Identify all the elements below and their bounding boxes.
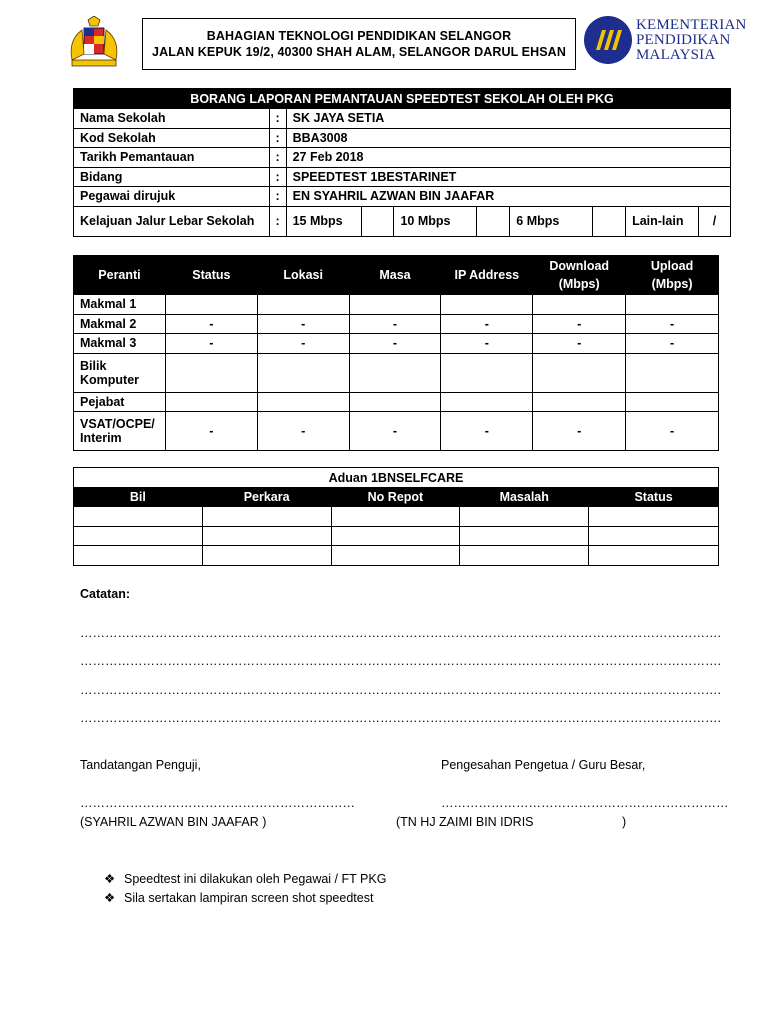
colon: : xyxy=(269,128,286,148)
table-cell[interactable] xyxy=(165,392,257,412)
signature-right-close: ) xyxy=(622,815,627,829)
table-cell[interactable]: - xyxy=(441,334,533,354)
table-row xyxy=(74,526,719,546)
header-address-box xyxy=(142,18,576,70)
table-cell[interactable] xyxy=(626,295,719,315)
kpm-logo-icon xyxy=(584,16,632,64)
table-row xyxy=(74,353,719,392)
table-cell[interactable] xyxy=(165,353,257,392)
table-cell[interactable]: - xyxy=(349,314,441,334)
table-cell[interactable]: - xyxy=(441,314,533,334)
table-cell[interactable]: - xyxy=(626,412,719,451)
signature-left-label: Tandatangan Penguji, xyxy=(80,758,201,772)
signature-left-name: (SYAHRIL AZWAN BIN JAAFAR ) xyxy=(80,815,267,829)
table-cell[interactable] xyxy=(589,546,719,566)
col-header-peranti: Peranti xyxy=(74,256,166,295)
info-row xyxy=(74,148,731,168)
col-header-masalah: Masalah xyxy=(460,488,589,507)
table-cell[interactable] xyxy=(441,295,533,315)
col-header-download: Download (Mbps) xyxy=(533,256,626,295)
table-cell[interactable] xyxy=(589,526,719,546)
table-cell[interactable]: - xyxy=(441,412,533,451)
signature-right-label: Pengesahan Pengetua / Guru Besar, xyxy=(441,758,646,772)
info-label: Kod Sekolah xyxy=(74,128,270,148)
table-row xyxy=(74,334,719,354)
table-cell[interactable]: - xyxy=(257,314,349,334)
table-cell[interactable] xyxy=(331,526,460,546)
col-header-status: Status xyxy=(589,488,719,507)
kpm-text-line-1: KEMENTERIAN xyxy=(636,17,747,33)
signature-right-name: (TN HJ ZAIMI BIN IDRIS xyxy=(396,815,534,829)
signature-right-line[interactable]: …………………………………………………………… xyxy=(441,796,729,810)
kpm-text-line-3: MALAYSIA xyxy=(636,47,716,63)
table-row xyxy=(74,392,719,412)
table-cell[interactable] xyxy=(441,392,533,412)
speed-row xyxy=(74,206,731,236)
colon: : xyxy=(269,148,286,168)
table-cell[interactable] xyxy=(331,546,460,566)
info-label: Pegawai dirujuk xyxy=(74,187,270,207)
table-row xyxy=(74,314,719,334)
speed-label: Kelajuan Jalur Lebar Sekolah xyxy=(74,206,270,236)
jata-negara-crest xyxy=(58,16,130,72)
table-row xyxy=(74,295,719,315)
kpm-text-line-2: PENDIDIKAN xyxy=(636,32,731,48)
row-label: Makmal 1 xyxy=(74,295,166,315)
info-label: Bidang xyxy=(74,167,270,187)
speed-option-other: Lain-lain xyxy=(626,206,699,236)
col-header-status: Status xyxy=(165,256,257,295)
colon: : xyxy=(269,109,286,129)
table-row xyxy=(74,412,719,451)
note-text: Sila sertakan lampiran screen shot speedtest xyxy=(124,891,374,905)
table-cell[interactable]: - xyxy=(165,412,257,451)
table-cell[interactable] xyxy=(626,353,719,392)
info-row xyxy=(74,167,731,187)
note-text: Speedtest ini dilakukan oleh Pegawai / FT PKG xyxy=(124,872,387,886)
info-table xyxy=(73,88,731,237)
table-cell[interactable]: - xyxy=(533,314,626,334)
table-cell[interactable]: - xyxy=(257,334,349,354)
row-label: Makmal 2 xyxy=(74,314,166,334)
colon: : xyxy=(269,187,286,207)
signature-left-line[interactable]: ………………………………………………………… xyxy=(80,796,355,810)
table-cell[interactable]: - xyxy=(533,412,626,451)
table-cell[interactable] xyxy=(441,353,533,392)
table-cell[interactable]: - xyxy=(626,314,719,334)
info-label: Nama Sekolah xyxy=(74,109,270,129)
col-header-ip-address: IP Address xyxy=(441,256,533,295)
table-cell[interactable] xyxy=(460,546,589,566)
table-cell[interactable] xyxy=(533,392,626,412)
col-header-perkara: Perkara xyxy=(202,488,331,507)
kpm-logo-text xyxy=(636,18,747,63)
note-item xyxy=(104,890,373,905)
info-value[interactable]: SPEEDTEST 1BESTARINET xyxy=(286,167,730,187)
info-value[interactable]: 27 Feb 2018 xyxy=(286,148,730,168)
catatan-line[interactable]: ………………………………………………………………………………………………………………………………………. xyxy=(80,711,721,725)
table-cell[interactable] xyxy=(349,392,441,412)
bullet-icon: ❖ xyxy=(104,891,116,905)
row-label: Bilik Komputer xyxy=(74,353,166,392)
table-cell[interactable] xyxy=(257,392,349,412)
table-cell[interactable]: - xyxy=(349,412,441,451)
row-label: Makmal 3 xyxy=(74,334,166,354)
table-row xyxy=(74,507,719,527)
info-title: BORANG LAPORAN PEMANTAUAN SPEEDTEST SEKOLAH OLEH PKG xyxy=(74,89,731,109)
table-cell[interactable] xyxy=(460,526,589,546)
peranti-table xyxy=(73,255,719,451)
speed-mark-6[interactable] xyxy=(593,206,626,236)
table-cell[interactable]: - xyxy=(165,314,257,334)
table-cell[interactable] xyxy=(349,353,441,392)
row-label: Pejabat xyxy=(74,392,166,412)
table-cell[interactable] xyxy=(165,295,257,315)
table-cell[interactable] xyxy=(74,546,203,566)
colon: : xyxy=(269,206,286,236)
table-cell[interactable] xyxy=(533,295,626,315)
table-cell[interactable] xyxy=(257,295,349,315)
info-row xyxy=(74,128,731,148)
info-value[interactable]: SK JAYA SETIA xyxy=(286,109,730,129)
speed-mark-other[interactable]: / xyxy=(698,206,730,236)
info-value[interactable]: EN SYAHRIL AZWAN BIN JAAFAR xyxy=(286,187,730,207)
info-label: Tarikh Pemantauan xyxy=(74,148,270,168)
speed-option-15: 15 Mbps xyxy=(286,206,361,236)
bullet-icon: ❖ xyxy=(104,872,116,886)
table-cell[interactable] xyxy=(202,526,331,546)
col-header-bil: Bil xyxy=(74,488,203,507)
aduan-table xyxy=(73,467,719,566)
table-cell[interactable] xyxy=(202,546,331,566)
table-cell[interactable]: - xyxy=(626,334,719,354)
table-cell[interactable] xyxy=(626,392,719,412)
info-row xyxy=(74,187,731,207)
catatan-label: Catatan: xyxy=(80,587,131,601)
catatan-line[interactable]: ………………………………………………………………………………………………………………………………………. xyxy=(80,683,721,697)
colon: : xyxy=(269,167,286,187)
catatan-line[interactable]: ………………………………………………………………………………………………………………………………………. xyxy=(80,626,721,640)
speed-option-6: 6 Mbps xyxy=(510,206,593,236)
table-cell[interactable] xyxy=(202,507,331,527)
table-cell[interactable] xyxy=(533,353,626,392)
header-line-1: BAHAGIAN TEKNOLOGI PENDIDIKAN SELANGOR xyxy=(206,29,512,43)
table-cell[interactable]: - xyxy=(257,412,349,451)
info-value[interactable]: BBA3008 xyxy=(286,128,730,148)
speed-mark-15[interactable] xyxy=(361,206,394,236)
row-label: VSAT/OCPE/ Interim xyxy=(74,412,166,451)
col-header-masa: Masa xyxy=(349,256,441,295)
catatan-line[interactable]: ………………………………………………………………………………………………………………………………………. xyxy=(80,654,721,668)
col-header-upload: Upload (Mbps) xyxy=(626,256,719,295)
table-cell[interactable] xyxy=(74,526,203,546)
table-cell[interactable]: - xyxy=(349,334,441,354)
table-cell[interactable] xyxy=(331,507,460,527)
table-cell[interactable]: - xyxy=(165,334,257,354)
speed-mark-10[interactable] xyxy=(477,206,510,236)
table-row xyxy=(74,546,719,566)
col-header-lokasi: Lokasi xyxy=(257,256,349,295)
table-cell[interactable]: - xyxy=(533,334,626,354)
table-cell[interactable] xyxy=(257,353,349,392)
header-line-2: JALAN KEPUK 19/2, 40300 SHAH ALAM, SELANGOR DARUL EHSAN xyxy=(152,45,566,59)
table-cell[interactable] xyxy=(349,295,441,315)
table-cell[interactable] xyxy=(589,507,719,527)
info-row xyxy=(74,109,731,129)
note-item xyxy=(104,871,386,886)
aduan-title: Aduan 1BNSELFCARE xyxy=(74,468,719,488)
table-cell[interactable] xyxy=(460,507,589,527)
col-header-no-repot: No Repot xyxy=(331,488,460,507)
speed-option-10: 10 Mbps xyxy=(394,206,477,236)
table-cell[interactable] xyxy=(74,507,203,527)
